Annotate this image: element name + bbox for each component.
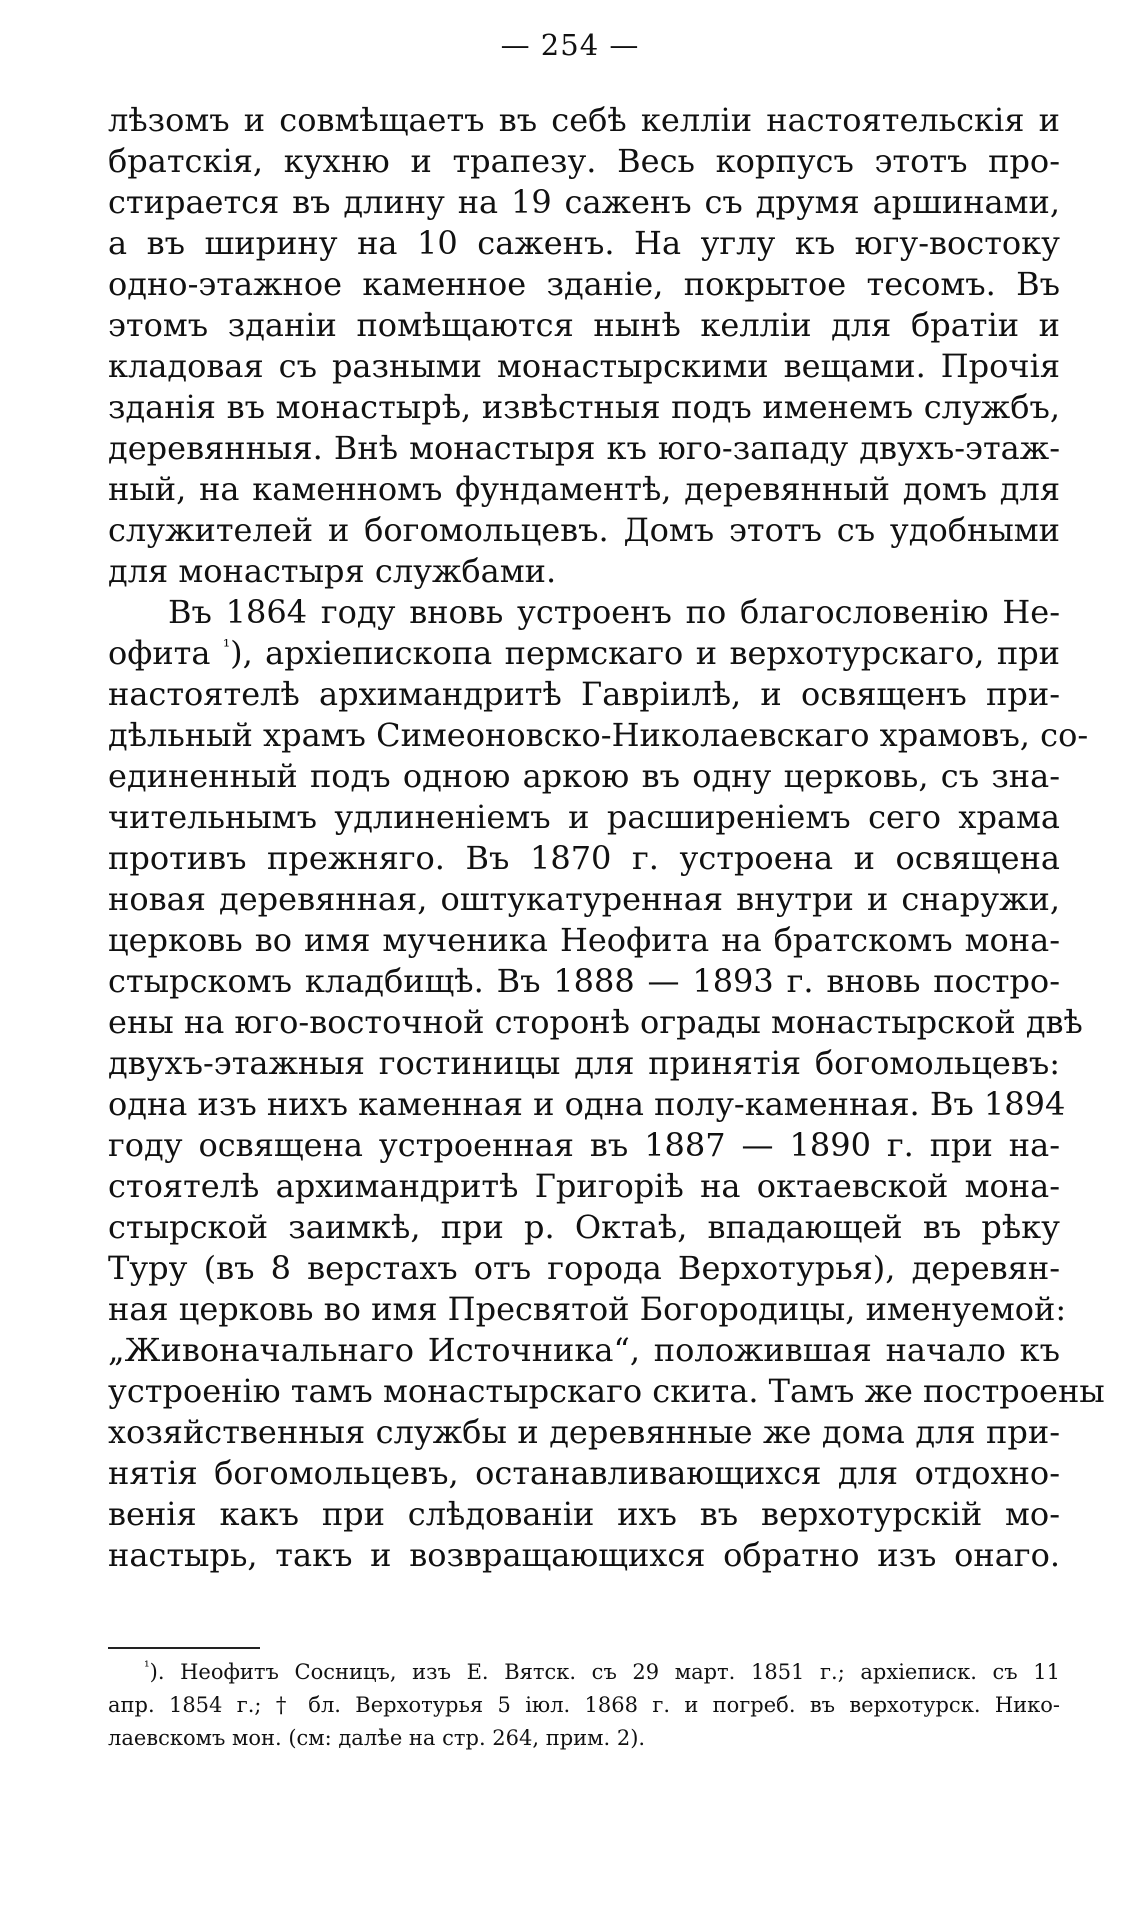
text-line: зданія въ монастырѣ, извѣстныя подъ именемъ службъ, xyxy=(108,388,1060,426)
text-line: дѣльный храмъ Симеоновско-Николаевскаго храмовъ, со- xyxy=(108,716,1089,754)
text-line: стоятелѣ архимандритѣ Григоріѣ на октаевской мона- xyxy=(108,1167,1060,1205)
text-line: единенный подъ одною аркою въ одну церковь, съ зна- xyxy=(108,757,1060,795)
text-line: кладовая съ разными монастырскими вещами. Прочія xyxy=(108,347,1060,385)
text-line: одна изъ нихъ каменная и одна полу-каменная. Въ 1894 xyxy=(108,1085,1066,1123)
text-line: году освящена устроенная въ 1887 — 1890 г. при на- xyxy=(108,1126,1060,1164)
text-line: этомъ зданіи помѣщаются нынѣ келліи для братіи и xyxy=(108,306,1060,344)
text-line-with-footnote-ref xyxy=(108,633,1060,674)
text-line: новая деревянная, оштукатуренная внутри и снаружи, xyxy=(108,880,1060,918)
footnote-line: апр. 1854 г.; † бл. Верхотурья 5 іюл. 1868 г. и погреб. въ верхотурск. Нико- xyxy=(108,1693,1060,1717)
text-line: двухъ-этажныя гостиницы для принятія богомольцевъ: xyxy=(108,1044,1060,1082)
text-line: устроенію тамъ монастырскаго скита. Тамъ же построены xyxy=(108,1372,1105,1410)
text-line: нятія богомольцевъ, останавливающихся для отдохно- xyxy=(108,1454,1060,1492)
page-number: — 254 — xyxy=(500,28,640,62)
text-line: служителей и богомольцевъ. Домъ этотъ съ удобными xyxy=(108,511,1060,549)
text-line: Туру (въ 8 верстахъ отъ города Верхотурья), деревян- xyxy=(108,1249,1060,1287)
text-line: ная церковь во имя Пресвятой Богородицы, именуемой: xyxy=(108,1290,1067,1328)
text-line: „Живоначальнаго Источника“, положившая начало къ xyxy=(108,1331,1060,1369)
text-line: противъ прежняго. Въ 1870 г. устроена и освящена xyxy=(108,839,1060,877)
text-line: венія какъ при слѣдованіи ихъ въ верхотурскій мо- xyxy=(108,1495,1060,1533)
text-line: лѣзомъ и совмѣщаетъ въ себѣ келліи настоятельскія и xyxy=(108,101,1060,139)
footnote-divider xyxy=(108,1647,260,1649)
footnote xyxy=(108,1656,1060,1755)
text-fragment: офита xyxy=(108,634,211,672)
text-line: деревянныя. Внѣ монастыря къ юго-западу двухъ-этаж- xyxy=(108,429,1060,467)
text-line: хозяйственныя службы и деревянные же дома для при- xyxy=(108,1413,1060,1451)
text-line: Въ 1864 году вновь устроенъ по благословенію Не- xyxy=(168,593,1060,631)
text-line: а въ ширину на 10 саженъ. На углу къ югу-востоку xyxy=(108,224,1060,262)
footnote-line xyxy=(108,1656,1060,1689)
footnote-line: лаевскомъ мон. (см: далѣе на стр. 264, прим. 2). xyxy=(108,1726,646,1750)
text-line: для монастыря службами. xyxy=(108,552,557,590)
text-line: церковь во имя мученика Неофита на братскомъ мона- xyxy=(108,921,1060,959)
text-fragment: ), архіепископа пермскаго и верхотурскаго, при xyxy=(230,634,1061,672)
text-line: чительнымъ удлиненіемъ и расширеніемъ сего храма xyxy=(108,798,1060,836)
text-line: настырь, такъ и возвращающихся обратно изъ онаго. xyxy=(108,1536,1060,1574)
text-line: стырскомъ кладбищѣ. Въ 1888 — 1893 г. вновь постро- xyxy=(108,962,1060,1000)
text-line: одно-этажное каменное зданіе, покрытое тесомъ. Въ xyxy=(108,265,1060,303)
text-line: стирается въ длину на 19 саженъ съ друмя аршинами, xyxy=(108,183,1060,221)
footnote-reference[interactable]: ¹ xyxy=(222,636,231,658)
text-line: настоятелѣ архимандритѣ Гавріилѣ, и освященъ при- xyxy=(108,675,1060,713)
text-line: ный, на каменномъ фундаментѣ, деревянный домъ для xyxy=(108,470,1060,508)
main-text xyxy=(108,100,1105,1576)
footnote-text: ). Неофитъ Сосницъ, изъ Е. Вятск. съ 29 март. 1851 г.; архіеписк. съ 11 xyxy=(149,1660,1060,1684)
text-line: братскія, кухню и трапезу. Весь корпусъ этотъ про- xyxy=(108,142,1060,180)
text-line: стырской заимкѣ, при р. Октаѣ, впадающей въ рѣку xyxy=(108,1208,1060,1246)
footnote-mark: ¹ xyxy=(144,1659,150,1675)
text-line: ены на юго-восточной сторонѣ ограды монастырской двѣ xyxy=(108,1003,1083,1041)
